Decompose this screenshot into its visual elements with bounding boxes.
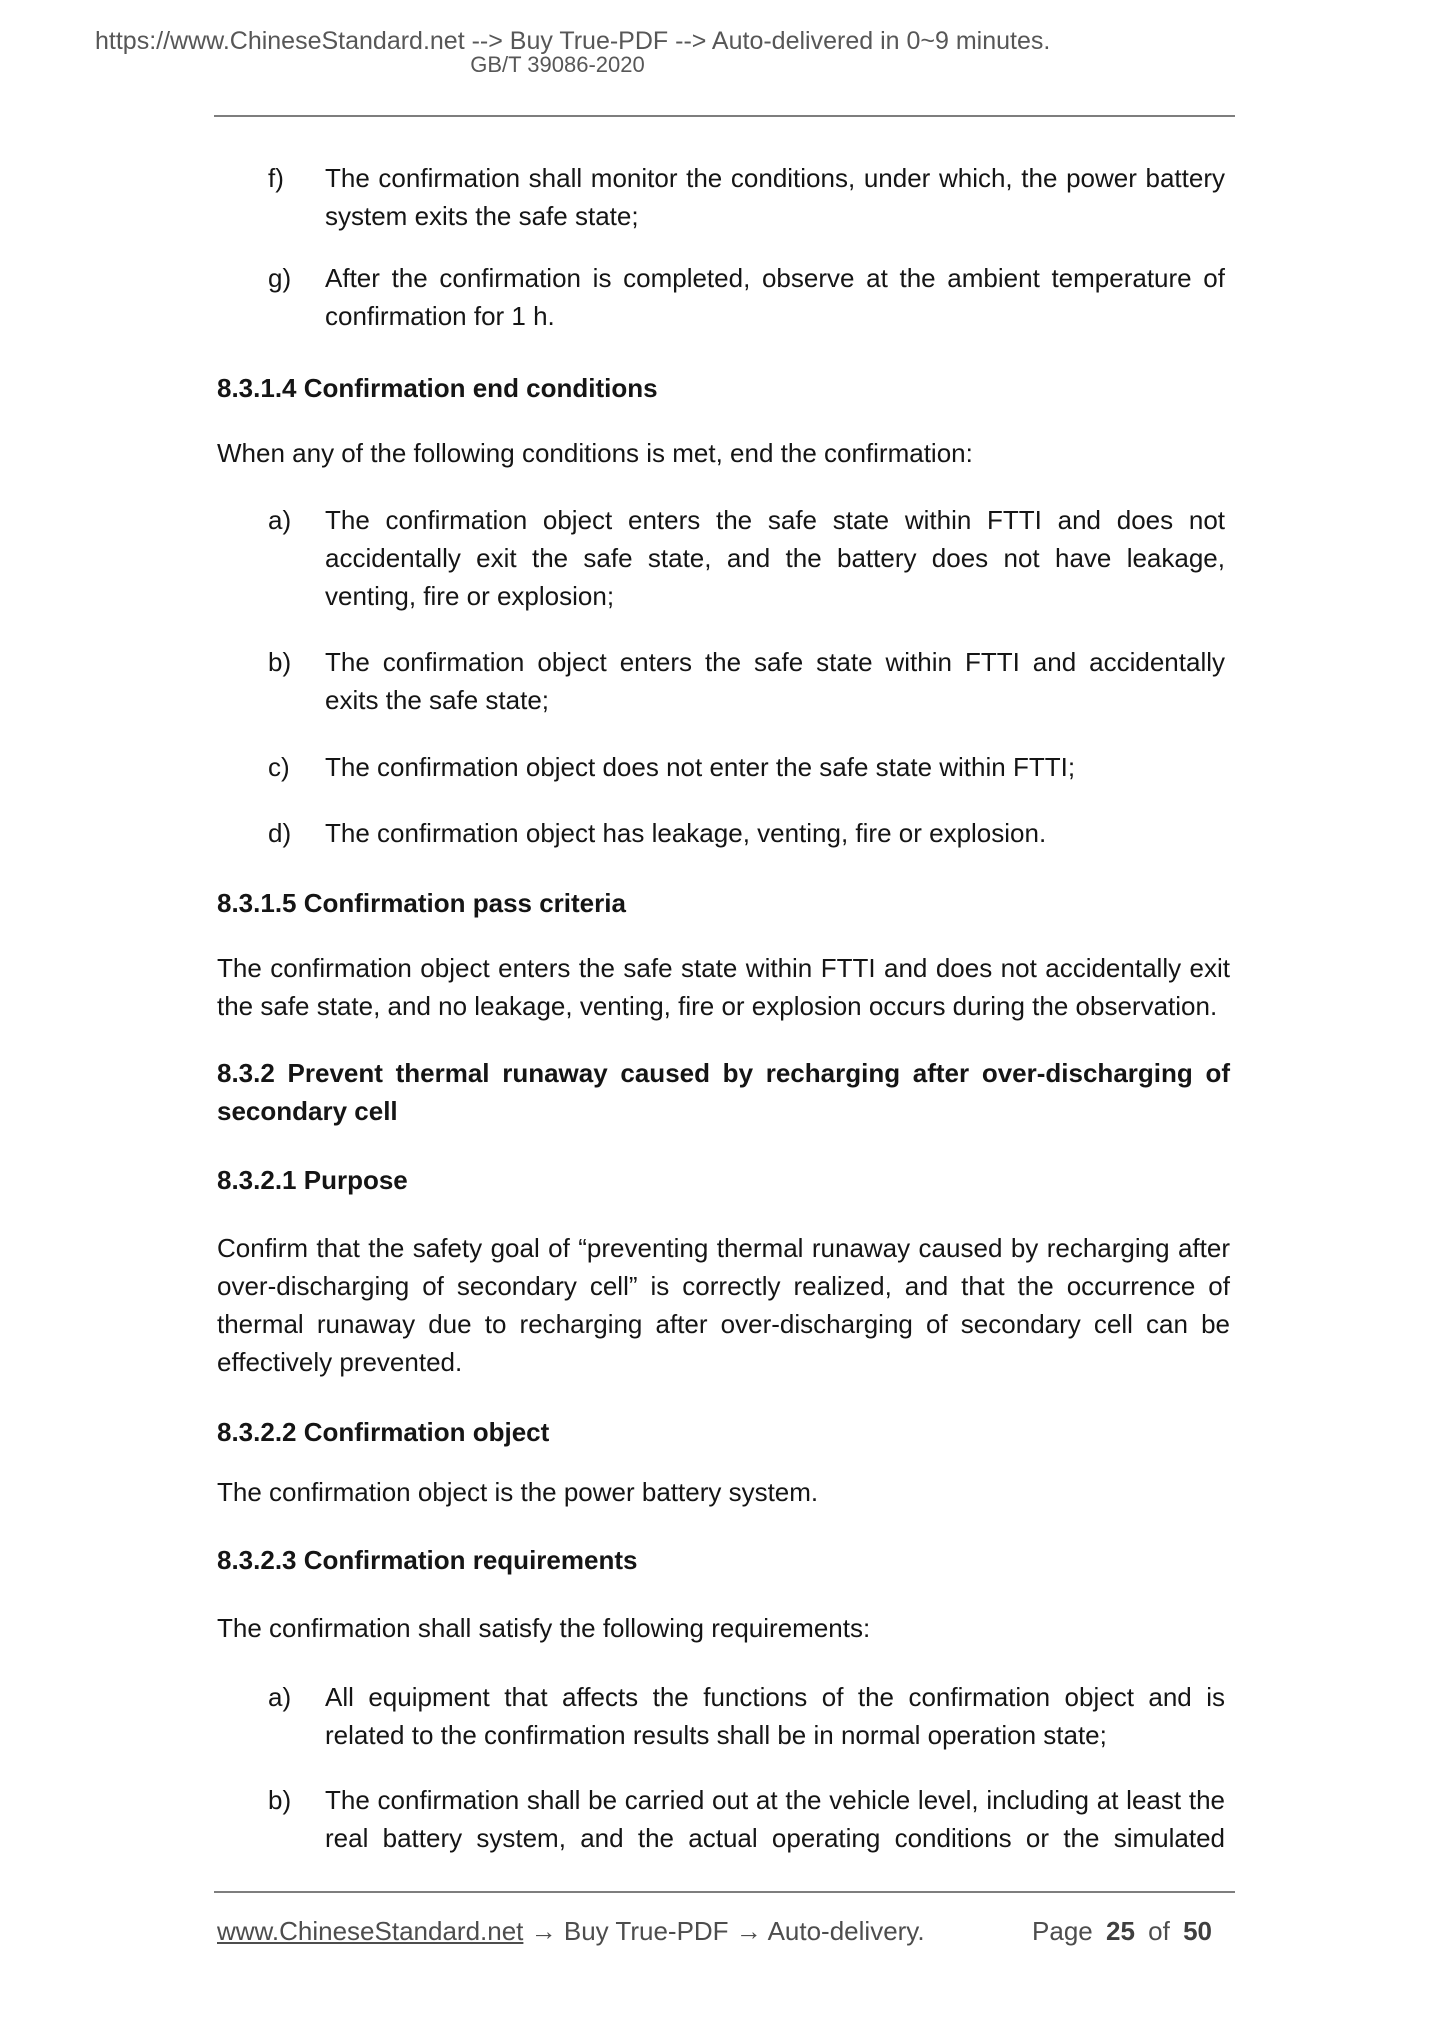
footer-page-info bbox=[1026, 1914, 1230, 1948]
footer-of-label: of bbox=[1148, 1916, 1170, 1946]
list-item bbox=[268, 1781, 1230, 1857]
footer-tail: → Buy True-PDF → Auto-delivery. bbox=[523, 1916, 925, 1946]
section-heading: 8.3.2.2 Confirmation object bbox=[217, 1417, 550, 1447]
paragraph: Confirm that the safety goal of “preventing thermal runaway caused by recharging after over-discharging of secondary cell” is correctly realized, and that the occurrence of thermal runaway due to recharging after over-discharging of secondary cell can be effectively prevented. bbox=[217, 1233, 1230, 1377]
page-footer bbox=[217, 1914, 1230, 1948]
list-item bbox=[268, 643, 1230, 719]
section-heading: 8.3.1.4 Confirmation end conditions bbox=[217, 373, 658, 403]
header-doc-number: GB/T 39086-2020 bbox=[470, 52, 645, 77]
footer-left bbox=[217, 1914, 925, 1948]
list-item-label: a) bbox=[268, 505, 292, 535]
footer-page-total: 50 bbox=[1183, 1916, 1212, 1946]
list-item-text: The confirmation shall be carried out at the vehicle level, including at least the real battery system, and the actual operating conditions or the simulated bbox=[325, 1785, 1225, 1853]
list-item-label: b) bbox=[268, 647, 292, 677]
list-item-label: c) bbox=[268, 752, 290, 782]
section-heading: 8.3.2 Prevent thermal runaway caused by recharging after over-discharging of secondary cell bbox=[217, 1058, 1230, 1126]
list-item-label: g) bbox=[268, 263, 292, 293]
section-heading: 8.3.2.1 Purpose bbox=[217, 1165, 408, 1195]
list-item-label: d) bbox=[268, 818, 292, 848]
list-item-text: The confirmation shall monitor the conditions, under which, the power battery system exits the safe state; bbox=[325, 163, 1225, 231]
list-item bbox=[268, 159, 1230, 235]
header-divider bbox=[214, 115, 1235, 117]
list-item bbox=[268, 259, 1230, 335]
page-header bbox=[95, 27, 1051, 77]
list-item-text: All equipment that affects the functions of the confirmation object and is related to the confirmation results shall be in normal operation state; bbox=[325, 1682, 1225, 1750]
list-item-label: b) bbox=[268, 1785, 292, 1815]
section-heading: 8.3.2.3 Confirmation requirements bbox=[217, 1545, 638, 1575]
list-item-text: The confirmation object does not enter the safe state within FTTI; bbox=[325, 752, 1076, 782]
list-item bbox=[268, 501, 1230, 615]
list-item-text: The confirmation object enters the safe state within FTTI and accidentally exits the safe state; bbox=[325, 647, 1225, 715]
list-item bbox=[268, 1678, 1230, 1754]
paragraph: The confirmation object is the power battery system. bbox=[217, 1477, 819, 1507]
list-item bbox=[268, 748, 1230, 786]
footer-divider bbox=[214, 1891, 1235, 1893]
paragraph: The confirmation object enters the safe state within FTTI and does not accidentally exit the safe state, and no leakage, venting, fire or explosion occurs during the observation. bbox=[217, 953, 1230, 1021]
list-item bbox=[268, 814, 1230, 852]
list-item-text: The confirmation object enters the safe state within FTTI and does not accidentally exit the safe state, and the battery does not have leakage, venting, fire or explosion; bbox=[325, 505, 1225, 611]
section-heading: 8.3.1.5 Confirmation pass criteria bbox=[217, 888, 626, 918]
footer-page-label: Page bbox=[1032, 1916, 1093, 1946]
footer-site-link[interactable]: www.ChineseStandard.net bbox=[217, 1916, 524, 1946]
header-url-line: https://www.ChineseStandard.net --> Buy True-PDF --> Auto-delivered in 0~9 minutes. bbox=[95, 27, 1051, 55]
paragraph: The confirmation shall satisfy the following requirements: bbox=[217, 1613, 871, 1643]
list-item-label: a) bbox=[268, 1682, 292, 1712]
footer-page-current: 25 bbox=[1106, 1916, 1135, 1946]
paragraph: When any of the following conditions is met, end the confirmation: bbox=[217, 438, 973, 468]
list-item-text: The confirmation object has leakage, venting, fire or explosion. bbox=[325, 818, 1047, 848]
list-item-text: After the confirmation is completed, observe at the ambient temperature of confirmation for 1 h. bbox=[325, 263, 1225, 331]
list-item-label: f) bbox=[268, 163, 284, 193]
